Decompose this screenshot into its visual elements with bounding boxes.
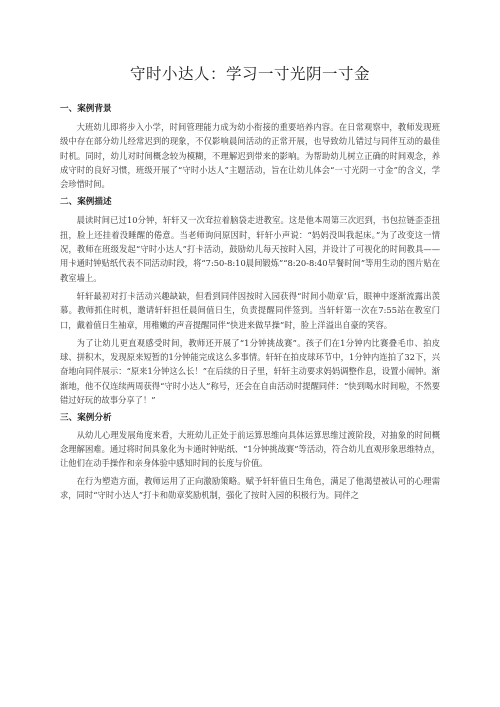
background-paragraph: 大班幼儿即将步入小学，时间管理能力成为幼小衔接的重要培养内容。在日常观察中，教师发现班级中存在部分幼儿经常迟到的现象，不仅影响晨间活动的正常开展，也导致幼儿错过与同伴互动的最佳时机。同时，幼儿对时间概念较为模糊，不理解迟到带来的影响。为帮助幼儿树立正确的时间观念，养成守时的良好习惯，班级开展了“守时小达人”主题活动，旨在让幼儿体会“一寸光阴一寸金”的含义，学会珍惜时间。: [60, 122, 440, 190]
analysis-paragraph-1: 从幼儿心理发展角度来看，大班幼儿正处于前运算思维向具体运算思维过渡阶段，对抽象的时间概念理解困难。通过将时间具象化为卡通时钟贴纸、“1分钟挑战赛”等活动，符合幼儿直观形象思维特点，让他们在动手操作和亲身体验中感知时间的长度与价值。: [60, 430, 440, 468]
description-paragraph-1: 晨读时间已过10分钟，轩轩又一次耷拉着脑袋走进教室。这是他本周第三次迟到，书包拉链歪歪扭扭，脸上还挂着没睡醒的倦意。当老师询问原因时，轩轩小声说：“妈妈没叫我起床。”为了改变这一情况，教师在班级发起“守时小达人”打卡活动，鼓励幼儿每天按时入园，并设计了可视化的时间教具——用卡通时钟贴纸代表不同活动时段，将“7:50-8:10晨间锻炼”“8:20-8:40早餐时间”等用生动的图片贴在教室墙上。: [60, 215, 440, 283]
section-analysis: [60, 411, 440, 502]
section-description: [60, 195, 440, 407]
analysis-paragraph-2: 在行为塑造方面，教师运用了正向激励策略。赋予轩轩值日生角色，满足了他渴望被认可的心理需求，同时“守时小达人”打卡和勋章奖励机制，强化了按时入园的积极行为。同伴之: [60, 476, 440, 501]
section-heading-description: 二、案例描述: [60, 197, 112, 208]
description-paragraph-2: 轩轩最初对打卡活动兴趣缺缺，但看到同伴因按时入园获得“时间小勋章’后，眼神中逐渐流露出羡慕。教师抓住时机，邀请轩轩担任晨间值日生，负责提醒同伴签到。当轩轩第一次在7:55站在教室门口，戴着值日生袖章，用稚嫩的声音提醒同伴“快进来做早操”时，脸上洋溢出自豪的笑容。: [60, 290, 440, 330]
section-background: [60, 102, 440, 191]
description-paragraph-3: 为了让幼儿更直观感受时间，教师还开展了“1分钟挑战赛”。孩子们在1分钟内比赛叠毛巾、拍皮球、拼积木，发现原来短暂的1分钟能完成这么多事情。轩轩在拍皮球环节中，1分钟内连拍了32下，兴奋地向同伴展示：“原来1分钟这么长！”在后续的日子里，轩轩主动要求妈妈调整作息，设置小闹钟。渐渐地，他不仅连续两周获得“守时小达人”称号，还会在自由活动时提醒同伴：“快到喝水时间啦，不然要错过好玩的故事分享了！”: [60, 337, 440, 406]
document-title: 守时小达人：学习一寸光阴一寸金: [129, 65, 370, 83]
section-heading-analysis: 三、案例分析: [60, 413, 112, 424]
section-heading-background: 一、案例背景: [60, 104, 112, 114]
